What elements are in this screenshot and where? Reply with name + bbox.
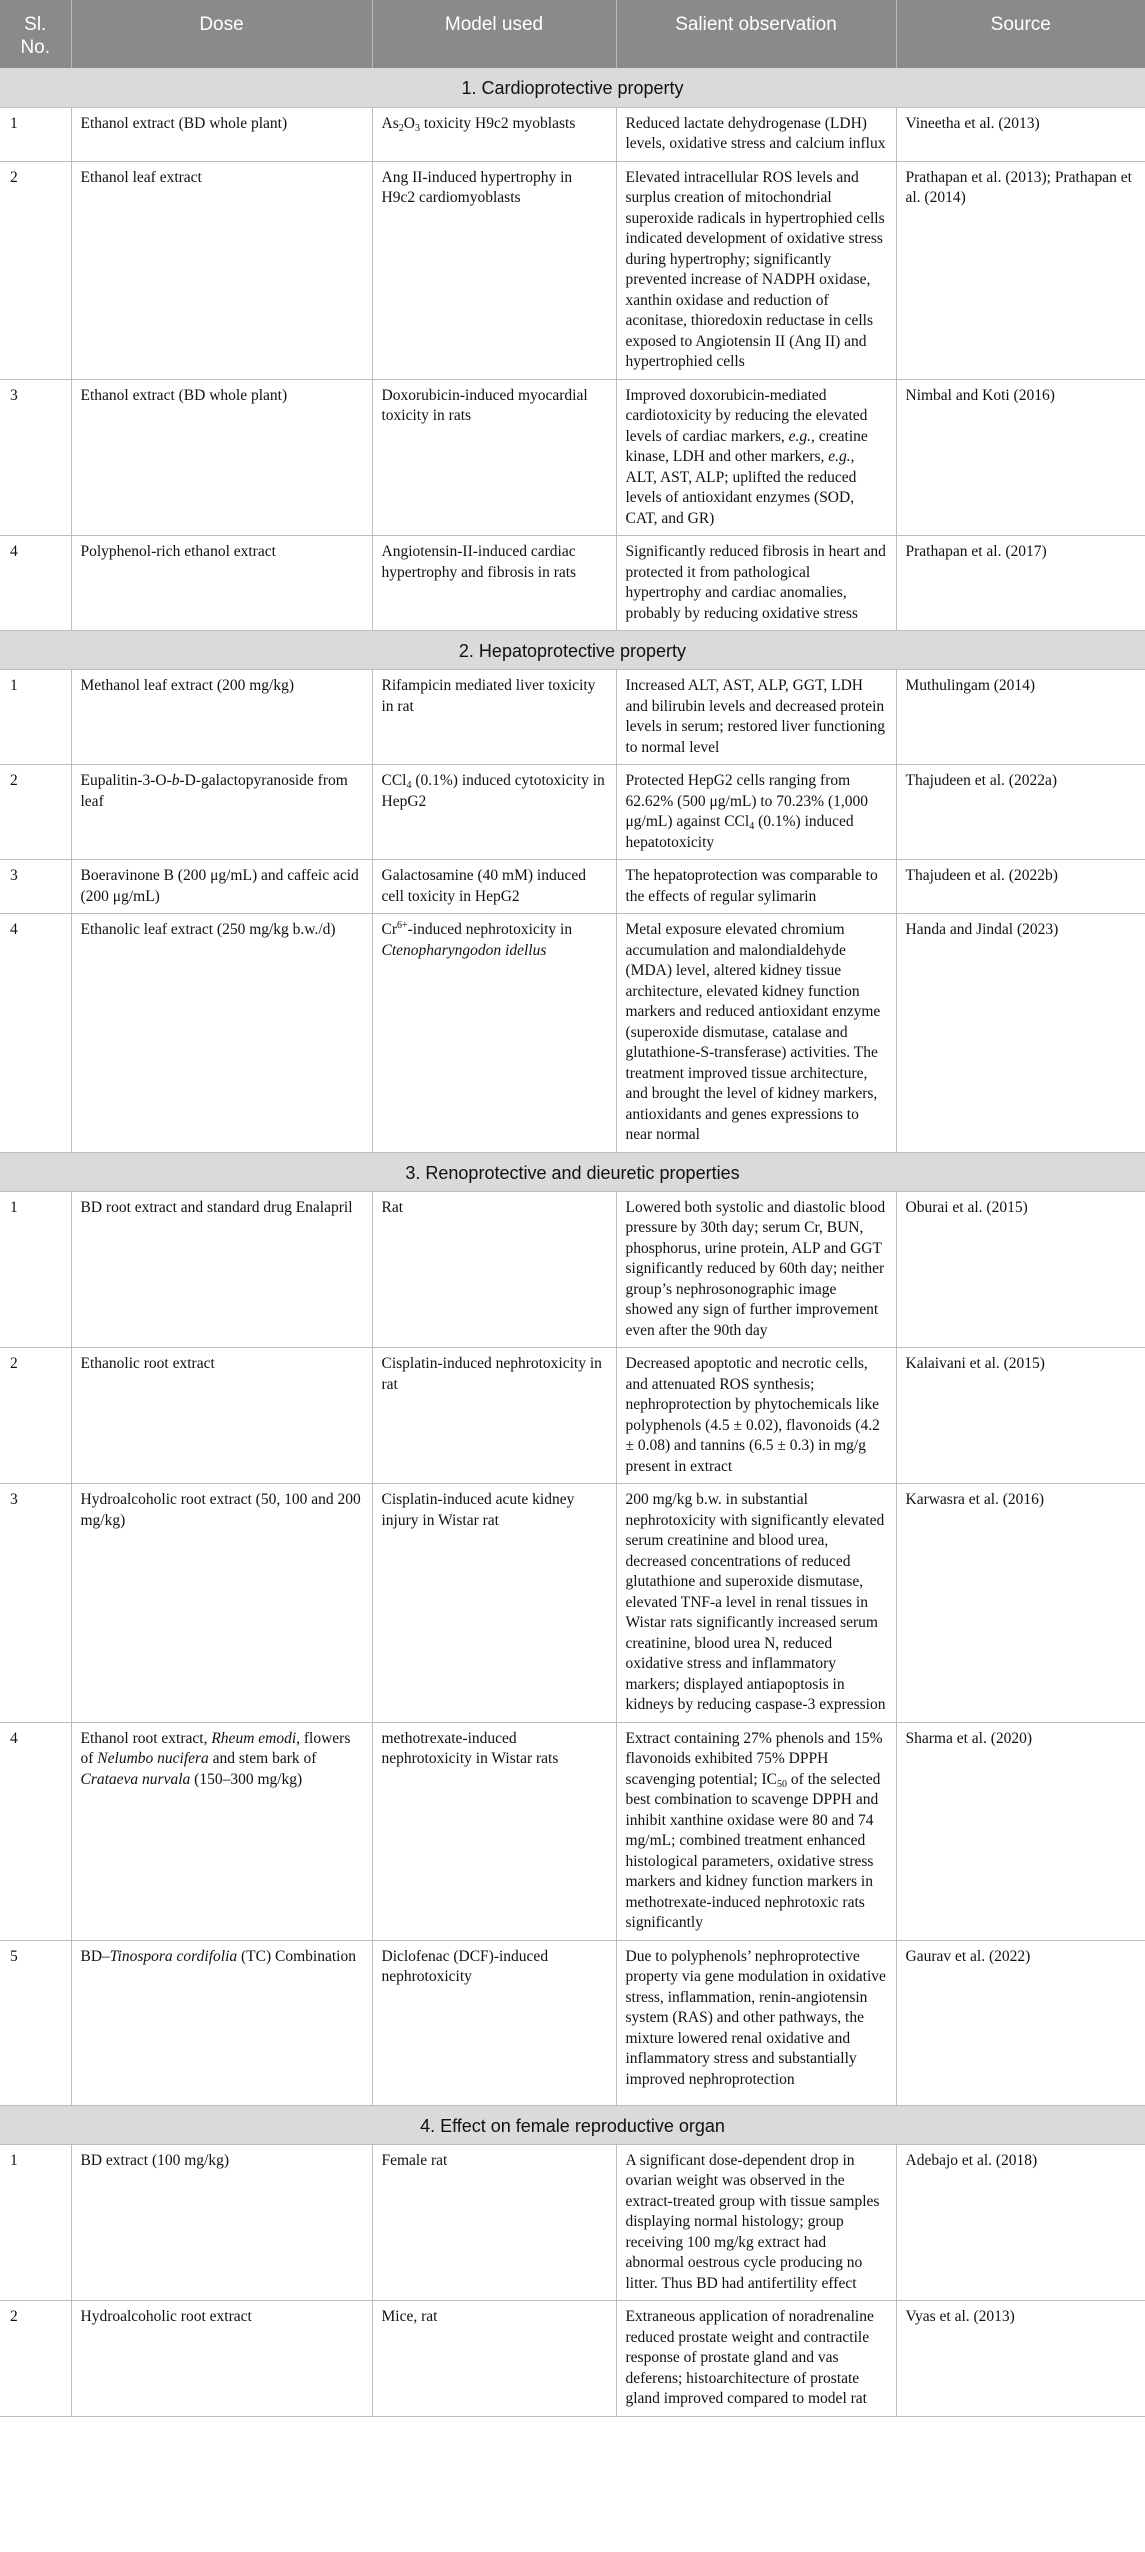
section-row	[0, 68, 1145, 107]
section-title: 1. Cardioprotective property	[0, 68, 1145, 107]
cell-dose: Ethanol leaf extract	[71, 161, 372, 379]
cell-sl-no: 1	[0, 670, 71, 765]
section-title: 2. Hepatoprotective property	[0, 631, 1145, 670]
cell-dose: Ethanol extract (BD whole plant)	[71, 379, 372, 536]
header-dose: Dose	[71, 0, 372, 68]
cell-dose: Boeravinone B (200 μg/mL) and caffeic acid (200 μg/mL)	[71, 860, 372, 914]
cell-source: Nimbal and Koti (2016)	[896, 379, 1145, 536]
header-row	[0, 0, 1145, 68]
cell-source: Vineetha et al. (2013)	[896, 107, 1145, 161]
cell-sl-no: 1	[0, 1191, 71, 1348]
cell-dose: BD–Tinospora cordifolia (TC) Combination	[71, 1940, 372, 2105]
cell-source: Prathapan et al. (2017)	[896, 536, 1145, 631]
cell-model-used: Cisplatin-induced nephrotoxicity in rat	[372, 1348, 616, 1484]
cell-dose: Ethanol root extract, Rheum emodi, flowers of Nelumbo nucifera and stem bark of Crataeva nurvala (150–300 mg/kg)	[71, 1722, 372, 1940]
cell-dose: Hydroalcoholic root extract (50, 100 and 200 mg/kg)	[71, 1484, 372, 1723]
cell-model-used: Doxorubicin-induced myocardial toxicity in rats	[372, 379, 616, 536]
cell-model-used: Galactosamine (40 mM) induced cell toxicity in HepG2	[372, 860, 616, 914]
cell-dose: BD extract (100 mg/kg)	[71, 2144, 372, 2301]
table-row	[0, 1484, 1145, 1723]
cell-source: Handa and Jindal (2023)	[896, 914, 1145, 1153]
table-row	[0, 1348, 1145, 1484]
cell-sl-no: 1	[0, 107, 71, 161]
table-row	[0, 536, 1145, 631]
cell-dose: BD root extract and standard drug Enalapril	[71, 1191, 372, 1348]
header-sl-no: Sl. No.	[0, 0, 71, 68]
cell-dose: Methanol leaf extract (200 mg/kg)	[71, 670, 372, 765]
table-row	[0, 379, 1145, 536]
table-row	[0, 765, 1145, 860]
cell-dose: Eupalitin-3-O-b-D-galactopyranoside from leaf	[71, 765, 372, 860]
cell-model-used: $Cr^{6+}$-induced nephrotoxicity in Ctenopharyngodon idellus	[372, 914, 616, 1153]
cell-source: Vyas et al. (2013)	[896, 2301, 1145, 2417]
section-title: 3. Renoprotective and dieuretic properties	[0, 1152, 1145, 1191]
table-body	[0, 68, 1145, 2416]
cell-salient-observation: Elevated intracellular ROS levels and surplus creation of mitochondrial superoxide radicals in hypertrophied cells indicated development of oxidative stress during hypertrophy; significantly prevented increase of NADPH oxidase, xanthin oxidase and reduction of aconitase, thioredoxin reductase in cells exposed to Angiotensin II (Ang II) and hypertrophied cells	[616, 161, 896, 379]
section-row	[0, 2105, 1145, 2144]
cell-model-used: Rifampicin mediated liver toxicity in rat	[372, 670, 616, 765]
cell-model-used: Diclofenac (DCF)-induced nephrotoxicity	[372, 1940, 616, 2105]
cell-dose: Ethanol extract (BD whole plant)	[71, 107, 372, 161]
table-row	[0, 670, 1145, 765]
cell-salient-observation: A significant dose-dependent drop in ovarian weight was observed in the extract-treated group with tissue samples displaying normal histology; group receiving 100 mg/kg extract had abnormal oestrous cycle producing no litter. Thus BD had antifertility effect	[616, 2144, 896, 2301]
section-title: 4. Effect on female reproductive organ	[0, 2105, 1145, 2144]
cell-salient-observation: Protected HepG2 cells ranging from 62.62% (500 μg/mL) to 70.23% (1,000 μg/mL) against CCl$_4$ (0.1%) induced hepatotoxicity	[616, 765, 896, 860]
cell-salient-observation: Extraneous application of noradrenaline reduced prostate weight and contractile response of prostate gland and vas deferens; histoarchitecture of prostate gland improved compared to model rat	[616, 2301, 896, 2417]
cell-model-used: Cisplatin-induced acute kidney injury in Wistar rat	[372, 1484, 616, 1723]
table-row	[0, 860, 1145, 914]
table-header	[0, 0, 1145, 68]
cell-model-used: Angiotensin-II-induced cardiac hypertrophy and fibrosis in rats	[372, 536, 616, 631]
cell-salient-observation: Significantly reduced fibrosis in heart and protected it from pathological hypertrophy and cardiac anomalies, probably by reducing oxidative stress	[616, 536, 896, 631]
table-row	[0, 914, 1145, 1153]
cell-sl-no: 2	[0, 1348, 71, 1484]
cell-model-used: Ang II-induced hypertrophy in H9c2 cardiomyoblasts	[372, 161, 616, 379]
table-row	[0, 2144, 1145, 2301]
table-row	[0, 2301, 1145, 2417]
cell-dose: Ethanolic leaf extract (250 mg/kg b.w./d)	[71, 914, 372, 1153]
cell-salient-observation: Due to polyphenols’ nephroprotective property via gene modulation in oxidative stress, inflammation, renin-angiotensin system (RAS) and other pathways, the mixture lowered renal oxidative and inflammatory stress and substantially improved nephroprotection	[616, 1940, 896, 2105]
cell-model-used: Female rat	[372, 2144, 616, 2301]
cell-sl-no: 3	[0, 1484, 71, 1723]
cell-salient-observation: Improved doxorubicin-mediated cardiotoxicity by reducing the elevated levels of cardiac markers, e.g., creatine kinase, LDH and other markers, e.g., ALT, AST, ALP; uplifted the reduced levels of antioxidant enzymes (SOD, CAT, and GR)	[616, 379, 896, 536]
cell-salient-observation: 200 mg/kg b.w. in substantial nephrotoxicity with significantly elevated serum creatinine and blood urea, decreased concentrations of reduced glutathione and superoxide dismutase, elevated TNF-a level in renal tissues in Wistar rats significantly increased serum creatinine, blood urea N, reduced oxidative stress and inflammatory markers; displayed antiapoptosis in kidneys by reducing caspase-3 expression	[616, 1484, 896, 1723]
header-salient-observation: Salient observation	[616, 0, 896, 68]
table-row	[0, 1191, 1145, 1348]
section-row	[0, 631, 1145, 670]
cell-sl-no: 4	[0, 914, 71, 1153]
table-row	[0, 161, 1145, 379]
cell-sl-no: 3	[0, 379, 71, 536]
cell-dose: Ethanolic root extract	[71, 1348, 372, 1484]
cell-sl-no: 2	[0, 2301, 71, 2417]
cell-source: Adebajo et al. (2018)	[896, 2144, 1145, 2301]
cell-dose: Hydroalcoholic root extract	[71, 2301, 372, 2417]
cell-salient-observation: Extract containing 27% phenols and 15% flavonoids exhibited 75% DPPH scavenging potential; $IC_{50}$ of the selected best combination to scavenge DPPH and inhibit xanthine oxidase were 80 and 74 mg/mL; combined treatment enhanced histological parameters, oxidative stress markers and kidney function markers in methotrexate-induced nephrotoxic rats significantly	[616, 1722, 896, 1940]
cell-sl-no: 2	[0, 765, 71, 860]
cell-dose: Polyphenol-rich ethanol extract	[71, 536, 372, 631]
cell-source: Prathapan et al. (2013); Prathapan et al. (2014)	[896, 161, 1145, 379]
cell-source: Karwasra et al. (2016)	[896, 1484, 1145, 1723]
cell-salient-observation: Increased ALT, AST, ALP, GGT, LDH and bilirubin levels and decreased protein levels in serum; restored liver functioning to normal level	[616, 670, 896, 765]
cell-salient-observation: The hepatoprotection was comparable to the effects of regular sylimarin	[616, 860, 896, 914]
cell-source: Muthulingam (2014)	[896, 670, 1145, 765]
cell-model-used: Mice, rat	[372, 2301, 616, 2417]
cell-sl-no: 5	[0, 1940, 71, 2105]
cell-sl-no: 4	[0, 536, 71, 631]
cell-sl-no: 2	[0, 161, 71, 379]
cell-source: Thajudeen et al. (2022a)	[896, 765, 1145, 860]
cell-salient-observation: Lowered both systolic and diastolic blood pressure by 30th day; serum Cr, BUN, phosphorus, urine protein, ALP and GGT significantly reduced by 60th day; neither group’s nephrosonographic image showed any sign of further improvement even after the 90th day	[616, 1191, 896, 1348]
cell-model-used: $As_2O_3$ toxicity H9c2 myoblasts	[372, 107, 616, 161]
cell-source: Kalaivani et al. (2015)	[896, 1348, 1145, 1484]
cell-sl-no: 1	[0, 2144, 71, 2301]
cell-sl-no: 4	[0, 1722, 71, 1940]
cell-sl-no: 3	[0, 860, 71, 914]
cell-source: Oburai et al. (2015)	[896, 1191, 1145, 1348]
header-model-used: Model used	[372, 0, 616, 68]
cell-source: Gaurav et al. (2022)	[896, 1940, 1145, 2105]
table-row	[0, 1722, 1145, 1940]
cell-model-used: CCl$_4$ (0.1%) induced cytotoxicity in HepG2	[372, 765, 616, 860]
header-source: Source	[896, 0, 1145, 68]
cell-salient-observation: Reduced lactate dehydrogenase (LDH) levels, oxidative stress and calcium influx	[616, 107, 896, 161]
table-row	[0, 107, 1145, 161]
cell-source: Sharma et al. (2020)	[896, 1722, 1145, 1940]
cell-source: Thajudeen et al. (2022b)	[896, 860, 1145, 914]
section-row	[0, 1152, 1145, 1191]
cell-model-used: Rat	[372, 1191, 616, 1348]
cell-model-used: methotrexate-induced nephrotoxicity in Wistar rats	[372, 1722, 616, 1940]
table-row	[0, 1940, 1145, 2105]
cell-salient-observation: Metal exposure elevated chromium accumulation and malondialdehyde (MDA) level, altered kidney tissue architecture, elevated kidney function markers and reduced antioxidant enzyme (superoxide dismutase, catalase and glutathione-S-transferase) activities. The treatment improved tissue architecture, and brought the level of kidney markers, antioxidants and genes expressions to near normal	[616, 914, 896, 1153]
cell-salient-observation: Decreased apoptotic and necrotic cells, and attenuated ROS synthesis; nephroprotection by phytochemicals like polyphenols (4.5 ± 0.02), flavonoids (4.2 ± 0.08) and tannins (6.5 ± 0.3) in mg/g present in extract	[616, 1348, 896, 1484]
